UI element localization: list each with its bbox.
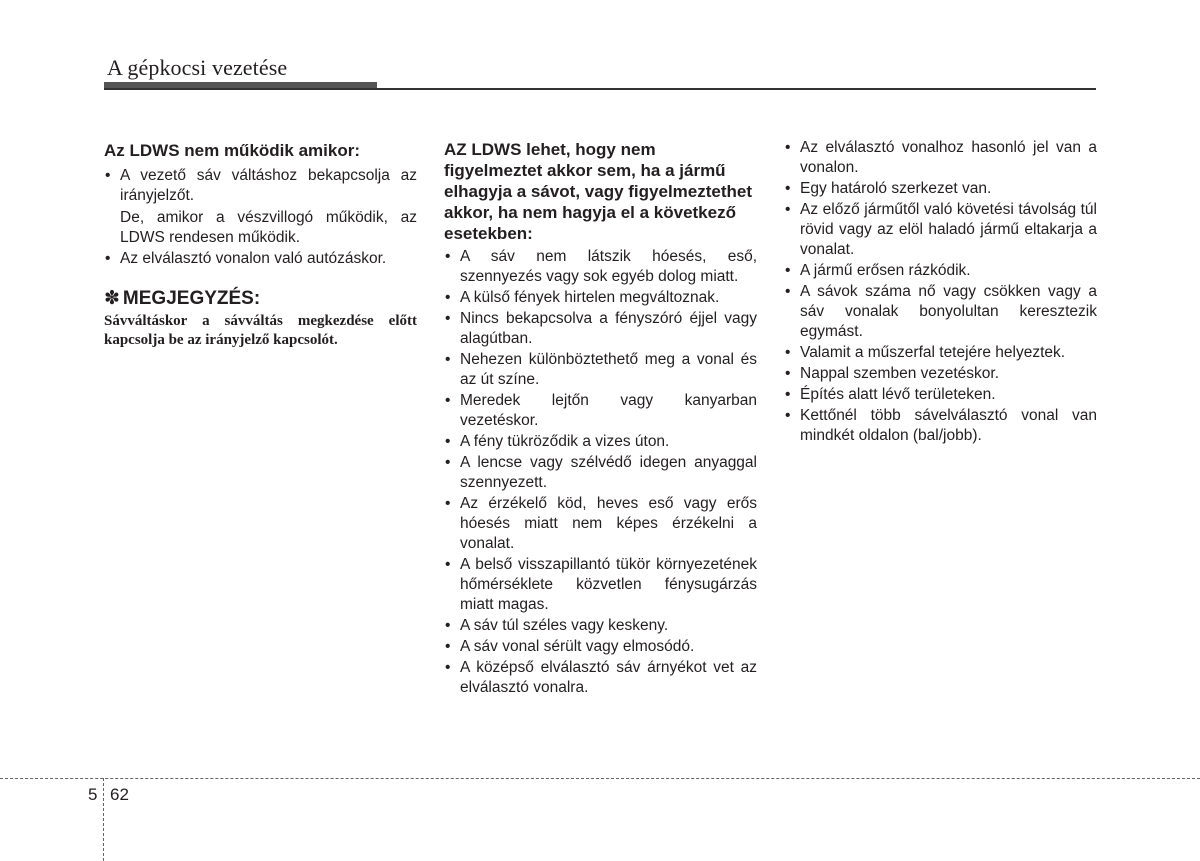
list-item	[444, 288, 757, 308]
chapter-number: 5	[88, 785, 98, 804]
list-item	[784, 364, 1097, 384]
bullet-list	[444, 247, 757, 698]
list-item-text: Az elválasztó vonalon való autózáskor.	[120, 250, 387, 267]
list-item	[444, 309, 757, 349]
note-body: Sávváltáskor a sávváltás megkezdése előtt kapcsolja be az irányjelző kapcsolót.	[104, 313, 417, 348]
bullet-list	[104, 166, 417, 269]
list-item	[104, 166, 417, 248]
list-item-text: A sáv vonal sérült vagy elmosódó.	[460, 638, 695, 655]
page-number: 62	[110, 785, 129, 804]
list-item-text: Kettőnél több sávelválasztó vonal van mindkét oldalon (bal/jobb).	[800, 407, 1097, 444]
list-item	[784, 343, 1097, 363]
list-item-text: Az előző járműtől való követési távolság túl rövid vagy az elöl haladó jármű eltakarja a vonalat.	[800, 201, 1097, 258]
list-item-text: Nappal szemben vezetéskor.	[800, 365, 1000, 382]
list-item-text: Az érzékelő köd, heves eső vagy erős hóesés miatt nem képes érzékelni a vonalat.	[460, 495, 757, 552]
section-heading-ldws-not-working: Az LDWS nem működik amikor:	[104, 141, 360, 160]
column-right	[784, 138, 1097, 447]
list-item	[784, 200, 1097, 260]
list-item	[784, 406, 1097, 446]
list-item-text: Az elválasztó vonalhoz hasonló jel van a vonalon.	[800, 139, 1097, 176]
list-item-text: A sáv túl széles vagy keskeny.	[460, 617, 669, 634]
list-item	[444, 494, 757, 554]
list-item-text: A belső visszapillantó tükör környezetének hőmérséklete közvetlen fénysugárzás miatt magas.	[460, 556, 757, 613]
asterisk-note-icon: ✽	[104, 288, 120, 309]
list-item-text: Valamit a műszerfal tetejére helyeztek.	[800, 344, 1066, 361]
list-item-text: A vezető sáv váltáshoz bekapcsolja az irányjelzőt.	[120, 167, 417, 204]
list-item	[444, 391, 757, 431]
list-item-text: Nincs bekapcsolva a fényszóró éjjel vagy alagútban.	[460, 310, 757, 347]
list-item	[444, 658, 757, 698]
list-item-text: A sáv nem látszik hóesés, eső, szennyezés vagy sok egyéb dolog miatt.	[460, 248, 757, 285]
list-item	[444, 555, 757, 615]
list-item	[784, 179, 1097, 199]
list-item-text: Egy határoló szerkezet van.	[800, 180, 992, 197]
column-middle	[444, 138, 757, 699]
list-item-text: A jármű erősen rázkódik.	[800, 262, 971, 279]
list-item	[104, 249, 417, 269]
list-item	[444, 453, 757, 493]
list-item	[784, 138, 1097, 178]
section-heading-ldws-may-not-warn: AZ LDWS lehet, hogy nem figyelmeztet akkor sem, ha a jármű elhagyja a sávot, vagy figyelmeztethet akkor, ha nem hagyja el a következő esetekben:	[444, 140, 753, 243]
note-heading	[104, 287, 417, 311]
footer-divider	[0, 778, 1200, 779]
column-left	[104, 138, 417, 350]
bullet-list	[784, 138, 1097, 446]
header-rule	[104, 88, 1096, 90]
list-item-text: Építés alatt lévő területeken.	[800, 386, 996, 403]
list-item	[784, 261, 1097, 281]
list-item-text: A lencse vagy szélvédő idegen anyaggal szennyezett.	[460, 454, 757, 491]
list-item	[784, 385, 1097, 405]
list-item-text: A sávok száma nő vagy csökken vagy a sáv vonalak bonyolultan keresztezik egymást.	[800, 283, 1097, 340]
page-header-title: A gépkocsi vezetése	[107, 55, 288, 80]
list-item-text: A külső fények hirtelen megváltoznak.	[460, 289, 720, 306]
list-item	[444, 432, 757, 452]
note-title: MEGJEGYZÉS:	[122, 288, 261, 309]
list-item	[444, 247, 757, 287]
list-item	[784, 282, 1097, 342]
list-item-text: A fény tükröződik a vizes úton.	[460, 433, 670, 450]
footer-vertical-divider	[103, 778, 104, 861]
list-item	[444, 350, 757, 390]
list-item	[444, 637, 757, 657]
list-item-text: Nehezen különböztethető meg a vonal és az út színe.	[460, 351, 757, 388]
list-item-text: Meredek lejtőn vagy kanyarban vezetéskor.	[460, 392, 757, 429]
list-item-text: A középső elválasztó sáv árnyékot vet az elválasztó vonalra.	[460, 659, 757, 696]
list-item-continuation: De, amikor a vészvillogó működik, az LDWS rendesen működik.	[120, 209, 417, 246]
list-item	[444, 616, 757, 636]
